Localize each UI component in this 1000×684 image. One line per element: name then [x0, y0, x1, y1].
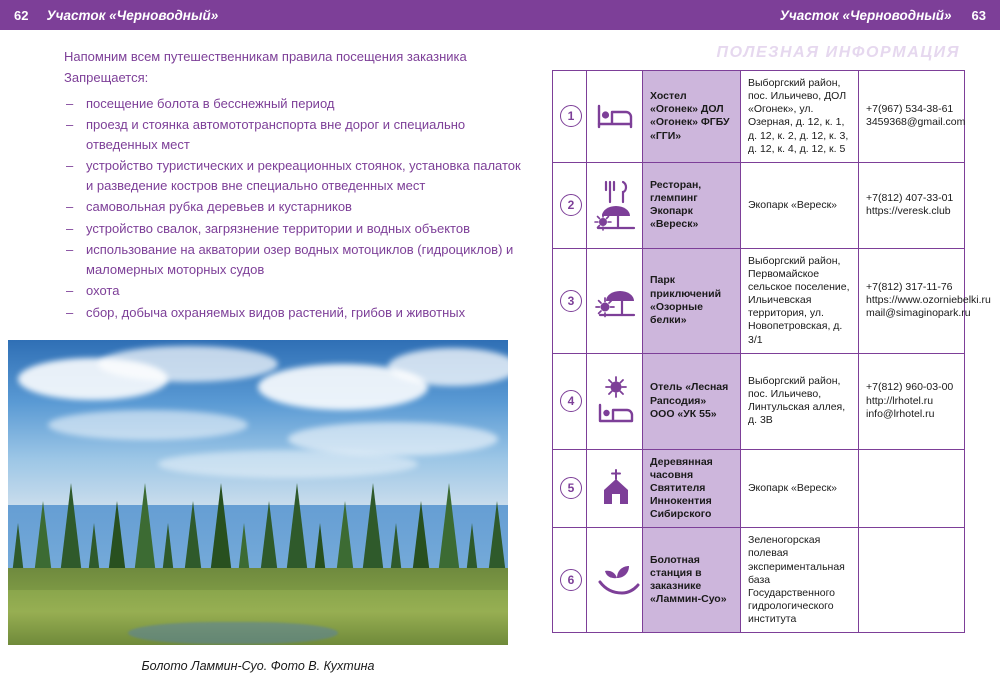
table-row	[553, 71, 965, 163]
tree-shape	[184, 501, 202, 575]
row-icon-cell	[587, 528, 643, 633]
list-item: – посещение болота в бесснежный период	[64, 94, 524, 114]
place-name: Ресторан, глемпинг Экопарк «Вереск»	[643, 162, 741, 248]
tree-shape	[108, 501, 126, 575]
cloud-shape	[98, 346, 278, 382]
place-name: Парк приключений «Озорные белки»	[643, 248, 741, 353]
useful-information-column	[552, 44, 991, 633]
table-row	[553, 449, 965, 528]
table-row	[553, 353, 965, 449]
bog-landscape-photo	[8, 340, 508, 645]
place-address: Экопарк «Вереск»	[741, 162, 859, 248]
table-row	[553, 528, 965, 633]
list-item: – сбор, добыча охраняемых видов растений, грибов и животных	[64, 303, 524, 323]
tree-shape	[412, 501, 430, 575]
row-number-cell	[553, 162, 587, 248]
place-name: Болотная станция в заказнике «Ламмин-Суо»	[643, 528, 741, 633]
place-name: Отель «Лесная Рапсодия» ООО «УК 55»	[643, 353, 741, 449]
useful-information-table	[552, 70, 991, 633]
place-name: Деревянная часовня Святителя Иннокентия Сибирского	[643, 449, 741, 528]
bed-icon	[596, 102, 634, 130]
page-number-left: 62	[14, 7, 29, 23]
row-number-cell	[553, 248, 587, 353]
row-icon-cell	[587, 353, 643, 449]
page-number-right: 63	[971, 7, 986, 23]
tree-shape	[34, 501, 52, 575]
place-contact[interactable]: +7(967) 534-38-61 3459368@gmail.com	[859, 71, 965, 163]
table-row	[553, 248, 965, 353]
row-number-cell	[553, 449, 587, 528]
hand-with-sprout-icon	[594, 562, 640, 598]
tree-shape	[438, 483, 460, 575]
row-number: 1	[560, 105, 582, 127]
place-name: Хостел «Огонек» ДОЛ «Огонек» ФГБУ «ГГИ»	[643, 71, 741, 163]
row-icon-cell	[587, 71, 643, 163]
place-contact[interactable]: +7(812) 317-11-76 https://www.ozorniebelki.ru mail@simaginopark.ru	[859, 248, 965, 353]
header-title-left: Участок «Черноводный»	[46, 7, 219, 23]
table-row	[553, 162, 965, 248]
rules-intro: Напомним всем путешественникам правила посещения заказника	[64, 49, 467, 64]
place-contact[interactable]: +7(812) 407-33-01 https://veresk.club	[859, 162, 965, 248]
place-address: Выборгский район, Первомайское сельское поселение, Ильичевская территория, ул. Новопетровская, д. 3/1	[741, 248, 859, 353]
list-item: – самовольная рубка деревьев и кустарников	[64, 197, 524, 217]
tree-shape	[286, 483, 308, 575]
tree-shape	[336, 501, 354, 575]
header-left-bar	[0, 0, 500, 30]
row-number: 4	[560, 390, 582, 412]
section-title: ПОЛЕЗНАЯ ИНФОРМАЦИЯ	[716, 44, 960, 61]
row-number-cell	[553, 71, 587, 163]
place-contact[interactable]: +7(812) 960-03-00 http://lrhotel.ru info@lrhotel.ru	[859, 353, 965, 449]
row-icon-cell	[587, 162, 643, 248]
row-number-cell	[553, 528, 587, 633]
fork-knife-and-beach-umbrella-icon	[594, 178, 638, 232]
photo-caption: Болото Ламмин-Суо. Фото В. Кухтина	[141, 659, 375, 673]
place-address: Выборгский район, пос. Ильичево, ДОЛ «Огонек», ул. Озерная, д. 12, к. 1, д. 12, к. 2, д. 12, к. 3, д. 12, к. 4, д. 12, к. 5	[741, 71, 859, 163]
list-item: – устройство свалок, загрязнение территории и водных объектов	[64, 219, 524, 239]
row-icon-cell	[587, 248, 643, 353]
list-item: – использование на акватории озер водных мотоциклов (гидроциклов) и маломерных моторных судов	[64, 240, 524, 279]
list-item: – устройство туристических и рекреационных стоянок, установка палаток и разведение костров вне специально отведенных мест	[64, 156, 524, 195]
place-contact	[859, 449, 965, 528]
header-right-bar	[500, 0, 1000, 30]
place-address: Экопарк «Вереск»	[741, 449, 859, 528]
tree-shape	[134, 483, 156, 575]
rules-subtitle: Запрещается:	[64, 69, 149, 85]
cloud-shape	[48, 410, 248, 440]
tree-shape	[488, 501, 506, 575]
header-title-right: Участок «Черноводный»	[779, 7, 952, 23]
list-item: – проезд и стоянка автомототранспорта вне дорог и специально отведенных мест	[64, 115, 524, 154]
beach-umbrella-sun-icon	[594, 281, 638, 321]
tree-shape	[260, 501, 278, 575]
tree-shape	[210, 483, 232, 575]
treeline-region	[8, 460, 508, 575]
row-number-cell	[553, 353, 587, 449]
cloud-shape	[388, 348, 508, 386]
chapel-icon	[594, 468, 638, 508]
tree-shape	[60, 483, 82, 575]
row-number: 3	[560, 290, 582, 312]
tree-shape	[362, 483, 384, 575]
place-contact	[859, 528, 965, 633]
rules-column	[64, 48, 524, 324]
sun-and-bed-icon	[594, 375, 638, 427]
place-address: Выборгский район, пос. Ильичево, Линтульская аллея, д. 3В	[741, 353, 859, 449]
place-address: Зеленогорская полевая экспериментальная база Государственного гидрологического института	[741, 528, 859, 633]
page-header	[0, 0, 1000, 30]
row-number: 6	[560, 569, 582, 591]
row-icon-cell	[587, 449, 643, 528]
row-number: 2	[560, 194, 582, 216]
rules-list	[64, 94, 524, 323]
bog-pool	[128, 622, 338, 644]
list-item: – охота	[64, 281, 524, 301]
row-number: 5	[560, 477, 582, 499]
photo-block	[8, 340, 508, 673]
